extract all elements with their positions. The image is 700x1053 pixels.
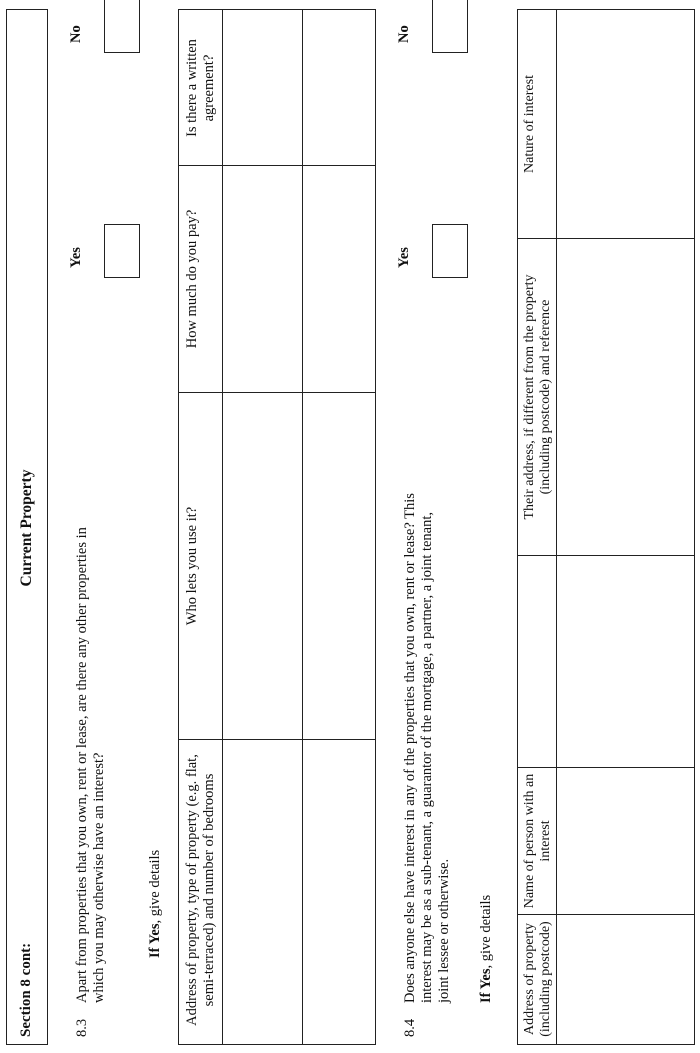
q84-row1-cell-blank[interactable] xyxy=(557,557,694,767)
q84-row1-cell-address[interactable] xyxy=(557,916,694,1044)
q83-col-header-how-much: How much do you pay? xyxy=(184,209,200,349)
q84-if-yes-bold: If Yes xyxy=(478,968,494,1003)
q84-no-label: No xyxy=(396,25,412,43)
q84-col-header-address: Address of property (including postcode) xyxy=(522,921,553,1037)
q83-col-header-who-lets: Who lets you use it? xyxy=(184,506,200,626)
q84-col-header-their-address: Their address, if different from the property (including postcode) and reference xyxy=(522,274,553,520)
q83-row1-cell-address[interactable] xyxy=(223,741,301,1044)
q84-row1-cell-name[interactable] xyxy=(557,769,694,914)
q84-col-divider-1 xyxy=(517,914,695,915)
q84-row1-cell-their-address[interactable] xyxy=(557,240,694,555)
q84-col-header-name: Name of person with an interest xyxy=(522,773,553,909)
q84-col-divider-3 xyxy=(517,555,695,556)
q83-yes-label: Yes xyxy=(68,247,84,268)
q83-col-header-written-agreement: Is there a written agreement? xyxy=(184,39,217,137)
question-8-3-line2: which you may otherwise have an interest? xyxy=(91,752,107,1003)
q83-col-divider-1 xyxy=(178,739,376,740)
q84-no-checkbox[interactable] xyxy=(432,0,468,53)
q84-yes-checkbox[interactable] xyxy=(432,224,468,278)
q83-no-label: No xyxy=(68,25,84,43)
question-number-8-3: 8.3 xyxy=(74,1018,90,1037)
question-number-8-4: 8.4 xyxy=(402,1018,418,1037)
question-8-4-line1: Does anyone else have interest in any of the properties that you own, rent or lease? This xyxy=(402,493,418,1003)
q83-yes-checkbox[interactable] xyxy=(104,224,140,278)
q83-row1-cell-who-lets[interactable] xyxy=(223,394,301,739)
q83-row2-cell-agreement[interactable] xyxy=(303,10,375,165)
q83-col-divider-3 xyxy=(178,165,376,166)
section-label: Section 8 cont: xyxy=(18,942,34,1037)
q83-if-yes-bold: If Yes xyxy=(147,923,163,958)
q83-row2-cell-address[interactable] xyxy=(303,741,375,1044)
q84-row1-cell-nature[interactable] xyxy=(557,10,694,238)
q83-row1-cell-how-much[interactable] xyxy=(223,167,301,392)
q83-row2-cell-how-much[interactable] xyxy=(303,167,375,392)
page-title: Current Property xyxy=(18,469,35,587)
q84-col-divider-2 xyxy=(517,767,695,768)
q83-col-header-address: Address of property, type of property (e.g. flat, semi-terraced) and number of bedrooms xyxy=(184,754,217,1026)
q83-no-checkbox[interactable] xyxy=(104,0,140,53)
question-8-4-line2: interest may be as a sub-tenant, a guarantor of the mortgage, a partner, a joint tenant, xyxy=(419,511,435,1003)
q83-row2-cell-who-lets[interactable] xyxy=(303,394,375,739)
q83-if-yes-rest: , give details xyxy=(147,849,163,924)
q84-col-header-nature: Nature of interest xyxy=(522,75,537,173)
question-8-4-line3: joint lessee or otherwise. xyxy=(436,858,452,1003)
q84-col-divider-4 xyxy=(517,238,695,239)
q83-col-divider-2 xyxy=(178,392,376,393)
q84-if-yes-instruction xyxy=(478,895,495,1003)
q83-if-yes-instruction xyxy=(147,850,164,958)
q84-yes-label: Yes xyxy=(396,247,412,268)
q83-row1-cell-agreement[interactable] xyxy=(223,10,301,165)
q84-if-yes-rest: , give details xyxy=(478,894,494,969)
question-8-3-line1: Apart from properties that you own, rent or lease, are there any other properties in xyxy=(74,527,90,1003)
